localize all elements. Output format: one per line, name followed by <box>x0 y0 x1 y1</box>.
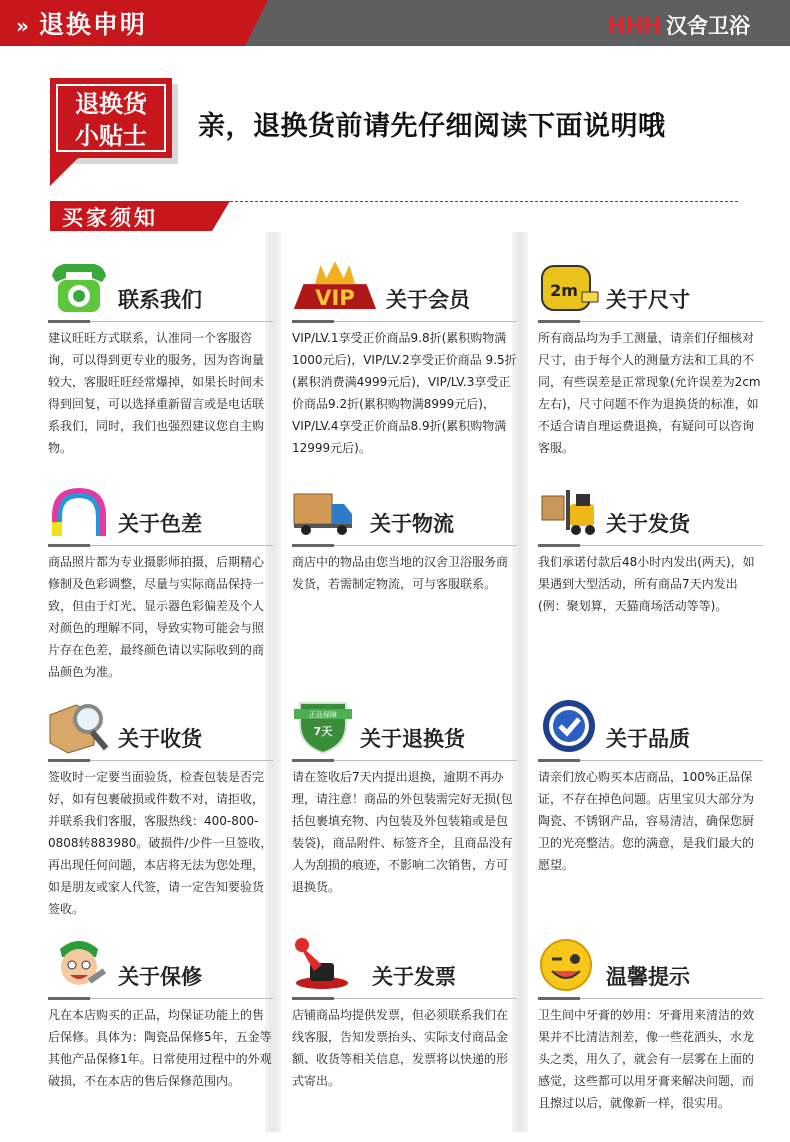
card-membership <box>292 258 517 458</box>
card-title: 关于尺寸 <box>606 288 690 312</box>
card-text: 卫生间中牙膏的妙用：牙膏用来清洁的效果并不比清洁剂差，像一些花洒头，水龙头之类，用久了，就会有一层雾在上面的感觉，这些都可以用牙膏来解决问题，而且擦过以后，就像新一样，很实用。 <box>538 1008 755 1110</box>
card-title: 关于品质 <box>606 727 690 751</box>
svg-text:7天: 7天 <box>313 725 333 738</box>
tips-badge-line1: 退换货 <box>75 90 147 118</box>
card-text: 建议旺旺方式联系，认准同一个客服咨询，可以得到更专业的服务，因为咨询量较大，客服旺旺经常爆掉，如果长时间未得到回复，可以选择重新留言或是电话联系我们，同时，我们也强烈建议您自主购物。 <box>48 331 265 455</box>
card-receiving <box>48 697 273 916</box>
brand-logo <box>608 10 750 40</box>
brand-name: 汉舍卫浴 <box>666 14 750 38</box>
headline: 亲，退换货前请先仔细阅读下面说明哦 <box>198 111 666 142</box>
tips-badge-line2: 小贴士 <box>75 122 147 150</box>
tape-measure-icon <box>538 258 600 316</box>
card-shipping <box>538 482 763 672</box>
svg-text:正品保障: 正品保障 <box>309 711 337 719</box>
svg-text:2m: 2m <box>550 281 578 300</box>
card-text: 我们承诺付款后48小时内发出(两天)，如果遇到大型活动，所有商品7天内发出(例：聚划算，天猫商场活动等等)。 <box>538 555 755 613</box>
forklift-icon <box>538 482 600 540</box>
card-invoice <box>292 935 517 1135</box>
svg-text:VIP: VIP <box>315 285 355 311</box>
card-title: 关于保修 <box>118 965 202 989</box>
card-title: 关于收货 <box>118 727 202 751</box>
card-contact <box>48 258 273 458</box>
telephone-icon <box>48 258 110 316</box>
card-text: VIP/LV.1享受正价商品9.8折(累积购物满1000元后)，VIP/LV.2享受正价商品 9.5折(累积消费满4999元后)，VIP/LV.3享受正价商品9.2折(累积购物满8999元后)，VIP/LV.4享受正价商品8.9折(累积购物满12999元后)。 <box>292 331 517 455</box>
guarantee-shield-icon <box>292 697 354 755</box>
rainbow-arch-icon <box>48 482 110 540</box>
card-returns <box>292 697 517 897</box>
card-text: 请在签收后7天内提出退换，逾期不再办理，请注意！商品的外包装需完好无损(包括包裹填充物、内包装及外包装箱或是包装袋)，商品附件、标签齐全，且商品没有人为刮损的痕迹，不影响二次销售，方可退换货。 <box>292 770 513 894</box>
card-text: 商品照片都为专业摄影师拍摄，后期精心修制及色彩调整，尽量与实际商品保持一致，但由于灯光、显示器色彩偏差及个人对颜色的理解不同，导致实物可能会与照片存在色差，最终颜色请以实际收到的商品颜色为准。 <box>48 555 265 679</box>
smiley-icon <box>538 935 600 993</box>
card-text: 请亲们放心购买本店商品，100%正品保证，不存在掉色问题。店里宝贝大部分为陶瓷、不锈钢产品，容易清洁，确保您厨卫的光亮整洁。您的满意，是我们最大的愿望。 <box>538 770 755 872</box>
card-title: 关于色差 <box>118 512 202 536</box>
card-text: 店铺商品均提供发票，但必须联系我们在线客服，告知发票抬头、实际支付商品金额、收货等相关信息，发票将以快递的形式寄出。 <box>292 1008 509 1088</box>
plumber-icon <box>48 935 110 993</box>
card-quality <box>538 697 763 897</box>
card-title: 关于发货 <box>606 512 690 536</box>
card-title: 关于发票 <box>372 965 456 989</box>
card-title: 温馨提示 <box>606 965 690 989</box>
card-text: 签收时一定要当面验货，检查包装是否完好，如有包裹破损或件数不对，请拒收，并联系我们客服，客服热线：400-800-0808转883980。破损件/少件一旦签收，再出现任何问题，本店将无法为您处理，如是朋友或家人代签，请一定告知要验货签收。 <box>48 770 273 916</box>
quality-seal-icon <box>538 697 600 755</box>
card-text: 商店中的物品由您当地的汉舍卫浴服务商发货，若需制定物流，可与客服联系。 <box>292 555 509 591</box>
chevron-double-right-icon: » <box>16 14 31 38</box>
card-tips <box>538 935 763 1135</box>
tips-badge <box>50 78 172 158</box>
section-title: 买家须知 <box>62 206 158 230</box>
card-size <box>538 258 763 458</box>
delivery-truck-icon <box>292 482 354 540</box>
page-title: » 退换申明 <box>16 10 147 39</box>
card-color-difference <box>48 482 273 679</box>
brand-mark: HHH <box>607 14 660 39</box>
page-header <box>0 0 790 46</box>
card-title: 联系我们 <box>118 288 202 312</box>
card-text: 凡在本店购买的正品，均保证功能上的售后保修。具体为：陶瓷品保修5年，五金等其他产品保修1年。日常使用过程中的外观破损，不在本店的售后保修范围内。 <box>48 1008 272 1088</box>
card-title: 关于物流 <box>370 512 454 536</box>
card-title: 关于会员 <box>386 288 470 312</box>
card-title: 关于退换货 <box>360 727 465 751</box>
stamp-icon <box>292 935 354 993</box>
card-text: 所有商品均为手工测量，请亲们仔细核对尺寸，由于每个人的测量方法和工具的不同，有些误差是正常现象(允许误差为2cm左右)，尺寸问题不作为退换货的标准，如不适合请自理运费退换，有疑问可以咨询客服。 <box>538 331 761 455</box>
vip-icon <box>292 258 378 316</box>
card-logistics <box>292 482 517 672</box>
package-magnifier-icon <box>48 697 110 755</box>
card-warranty <box>48 935 273 1135</box>
